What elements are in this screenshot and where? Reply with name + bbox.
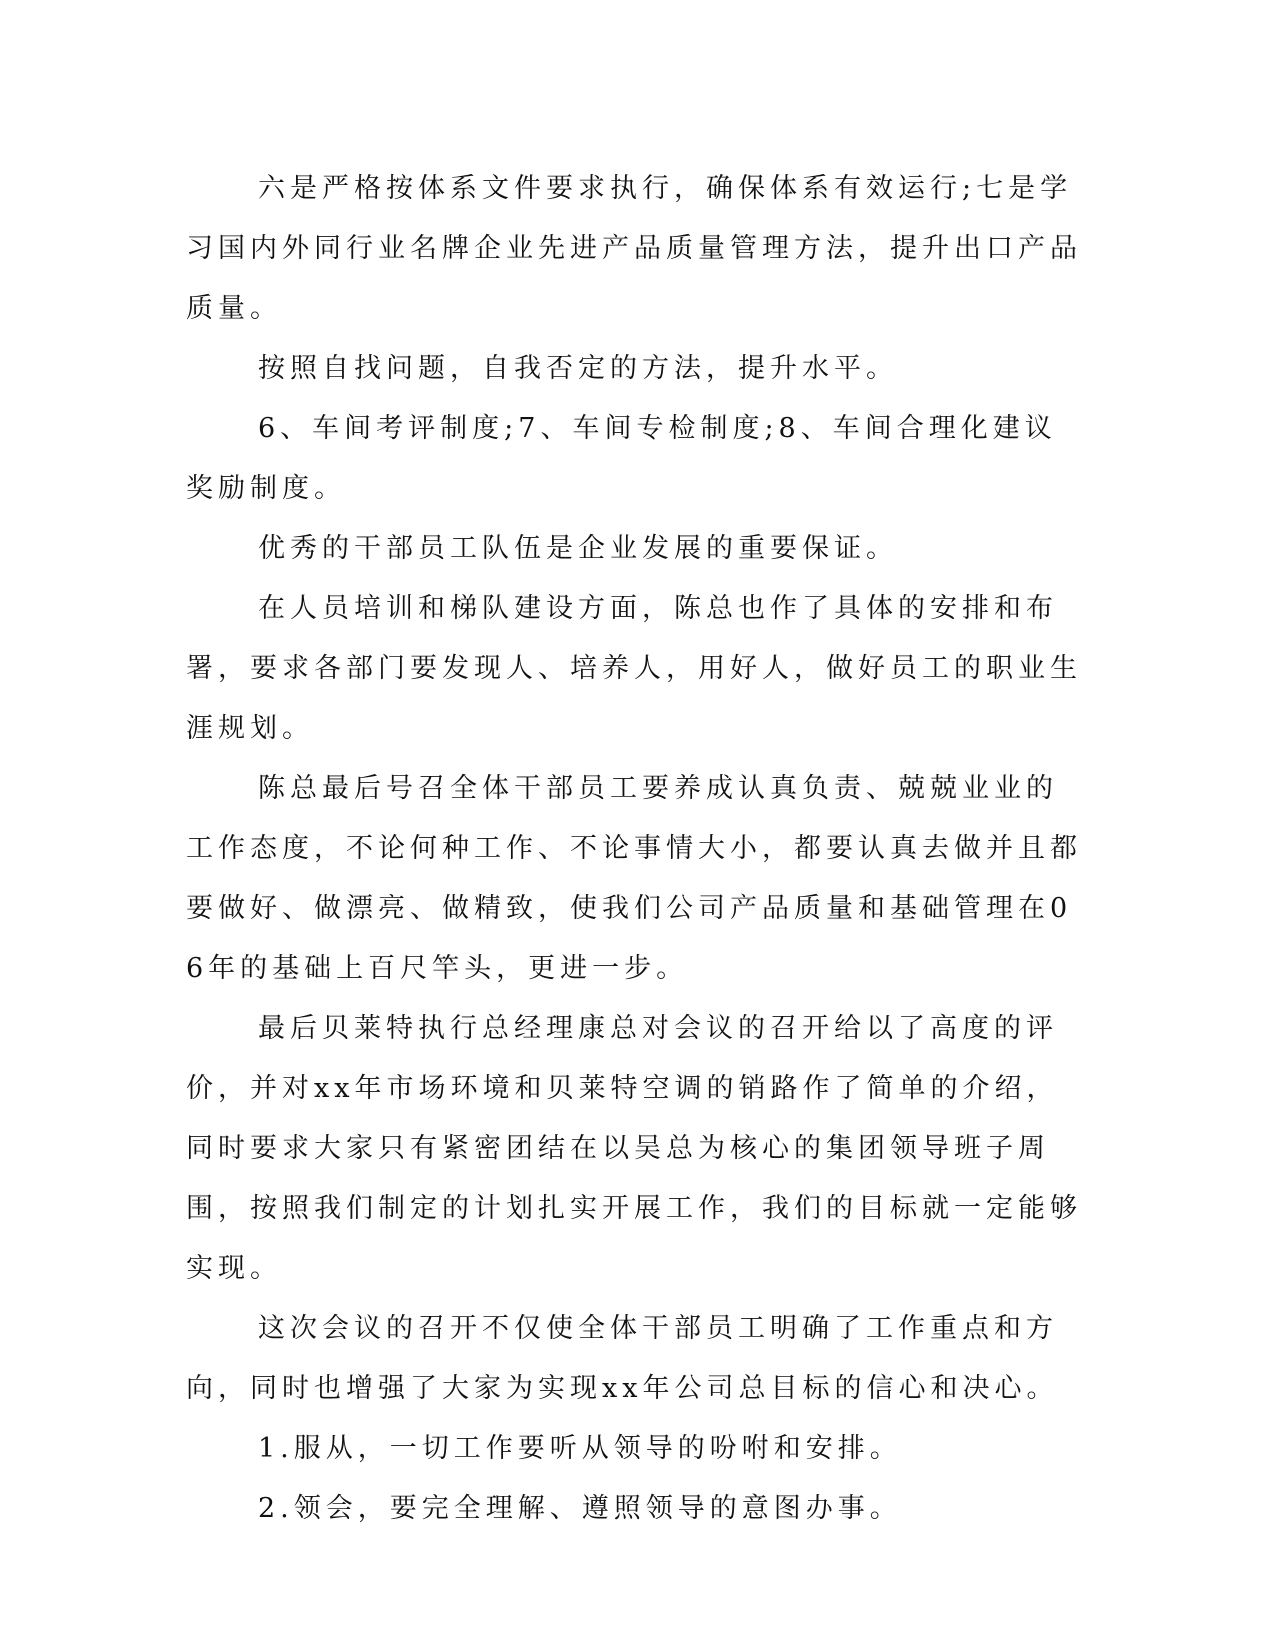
- paragraph: 六是严格按体系文件要求执行，确保体系有效运行;七是学习国内外同行业名牌企业先进产品质量管理方法，提升出口产品质量。: [186, 173, 1082, 324]
- document-body: [186, 159, 1086, 1539]
- paragraph: 在人员培训和梯队建设方面，陈总也作了具体的安排和布署，要求各部门要发现人、培养人，用好人，做好员工的职业生涯规划。: [186, 593, 1082, 744]
- paragraph: 6、车间考评制度;7、车间专检制度;8、车间合理化建议奖励制度。: [186, 413, 1057, 504]
- paragraph: 最后贝莱特执行总经理康总对会议的召开给以了高度的评价，并对xx年市场环境和贝莱特空调的销路作了简单的介绍，同时要求大家只有紧密团结在以吴总为核心的集团领导班子周围，按照我们制定的计划扎实开展工作，我们的目标就一定能够实现。: [186, 1013, 1082, 1284]
- paragraph: 优秀的干部员工队伍是企业发展的重要保证。: [258, 533, 898, 564]
- paragraph: 这次会议的召开不仅使全体干部员工明确了工作重点和方向，同时也增强了大家为实现xx年公司总目标的信心和决心。: [186, 1313, 1059, 1404]
- paragraph: 按照自找问题，自我否定的方法，提升水平。: [258, 353, 898, 384]
- paragraph: 陈总最后号召全体干部员工要养成认真负责、兢兢业业的工作态度，不论何种工作、不论事情大小，都要认真去做并且都要做好、做漂亮、做精致，使我们公司产品质量和基础管理在06年的基础上百尺竿头，更进一步。: [186, 773, 1082, 984]
- paragraph: 2.领会，要完全理解、遵照领导的意图办事。: [258, 1493, 902, 1524]
- paragraph: 1.服从，一切工作要听从领导的吩咐和安排。: [258, 1433, 902, 1464]
